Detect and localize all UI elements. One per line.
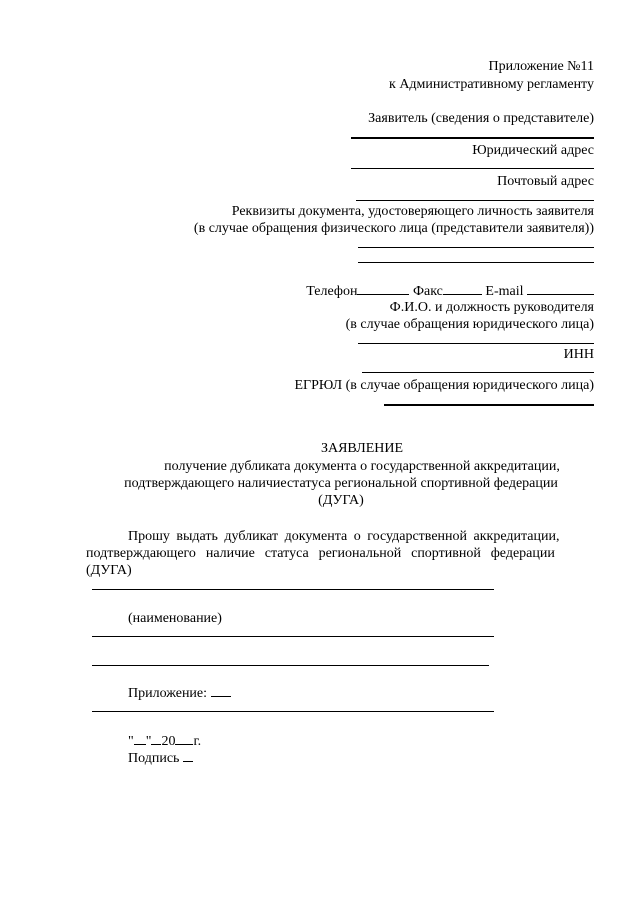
inn-label: ИНН xyxy=(563,347,594,362)
date-day-field[interactable] xyxy=(134,732,146,745)
fax-label: Факс xyxy=(412,284,443,299)
applicant-field-line[interactable] xyxy=(351,137,594,139)
document-subtitle-3: (ДУГА) xyxy=(318,493,364,508)
attachment-label: Приложение: xyxy=(128,686,208,701)
legal-address-field-line[interactable] xyxy=(351,168,594,169)
request-line-3: (ДУГА) xyxy=(86,563,132,578)
fax-field[interactable] xyxy=(443,282,482,295)
document-subtitle-2: подтверждающего наличиестатуса региональной спортивной федерации xyxy=(124,476,558,491)
date-quote-close: " xyxy=(145,734,152,749)
attachment-field-line[interactable] xyxy=(92,711,494,712)
legal-address-label: Юридический адрес xyxy=(472,143,594,158)
name-hint: (наименование) xyxy=(128,611,222,626)
id-document-field-line-1[interactable] xyxy=(358,247,594,248)
signature-field[interactable] xyxy=(183,749,193,762)
date-year-prefix: 20 xyxy=(161,734,176,749)
head-label: Ф.И.О. и должность руководителя xyxy=(389,300,594,315)
postal-address-label: Почтовый адрес xyxy=(497,174,594,189)
signature-row xyxy=(128,749,193,767)
request-line-2: подтверждающего наличие статуса региональной спортивной федерации xyxy=(86,546,555,561)
appendix-regulation: к Административному регламенту xyxy=(389,77,594,92)
egrul-label: ЕГРЮЛ (в случае обращения юридического лица) xyxy=(294,378,594,393)
date-month-field[interactable] xyxy=(151,732,161,745)
appendix-number: Приложение №11 xyxy=(488,59,594,74)
date-row xyxy=(128,732,201,750)
name-field-line-1[interactable] xyxy=(92,636,494,637)
date-year-field[interactable] xyxy=(175,732,193,745)
postal-address-field-line[interactable] xyxy=(356,200,594,201)
id-document-label: Реквизиты документа, удостоверяющего личность заявителя xyxy=(231,204,594,219)
name-field-line-2[interactable] xyxy=(92,665,489,666)
signature-label: Подпись xyxy=(128,751,180,766)
egrul-field-line[interactable] xyxy=(384,404,594,406)
id-document-field-line-2[interactable] xyxy=(358,262,594,263)
date-quote-open: " xyxy=(128,734,134,749)
phone-label: Телефон xyxy=(306,284,358,299)
phone-field[interactable] xyxy=(357,282,409,295)
request-line-1: Прошу выдать дубликат документа о государственной аккредитации, xyxy=(128,529,560,544)
request-field-line[interactable] xyxy=(92,589,494,590)
email-field[interactable] xyxy=(527,282,594,295)
document-title: ЗАЯВЛЕНИЕ xyxy=(320,441,404,456)
document-subtitle-1: получение дубликата документа о государственной аккредитации, xyxy=(164,459,560,474)
applicant-label: Заявитель (сведения о представителе) xyxy=(368,111,594,126)
attachment-field[interactable] xyxy=(211,684,231,697)
attachment-row xyxy=(128,684,231,702)
inn-field-line[interactable] xyxy=(362,372,594,373)
email-label: E-mail xyxy=(485,284,524,299)
head-field-line[interactable] xyxy=(358,343,594,344)
contacts-row xyxy=(306,282,594,300)
id-document-note: (в случае обращения физического лица (представители заявителя)) xyxy=(193,221,594,236)
date-year-suffix: г. xyxy=(193,734,202,749)
head-note: (в случае обращения юридического лица) xyxy=(345,317,594,332)
